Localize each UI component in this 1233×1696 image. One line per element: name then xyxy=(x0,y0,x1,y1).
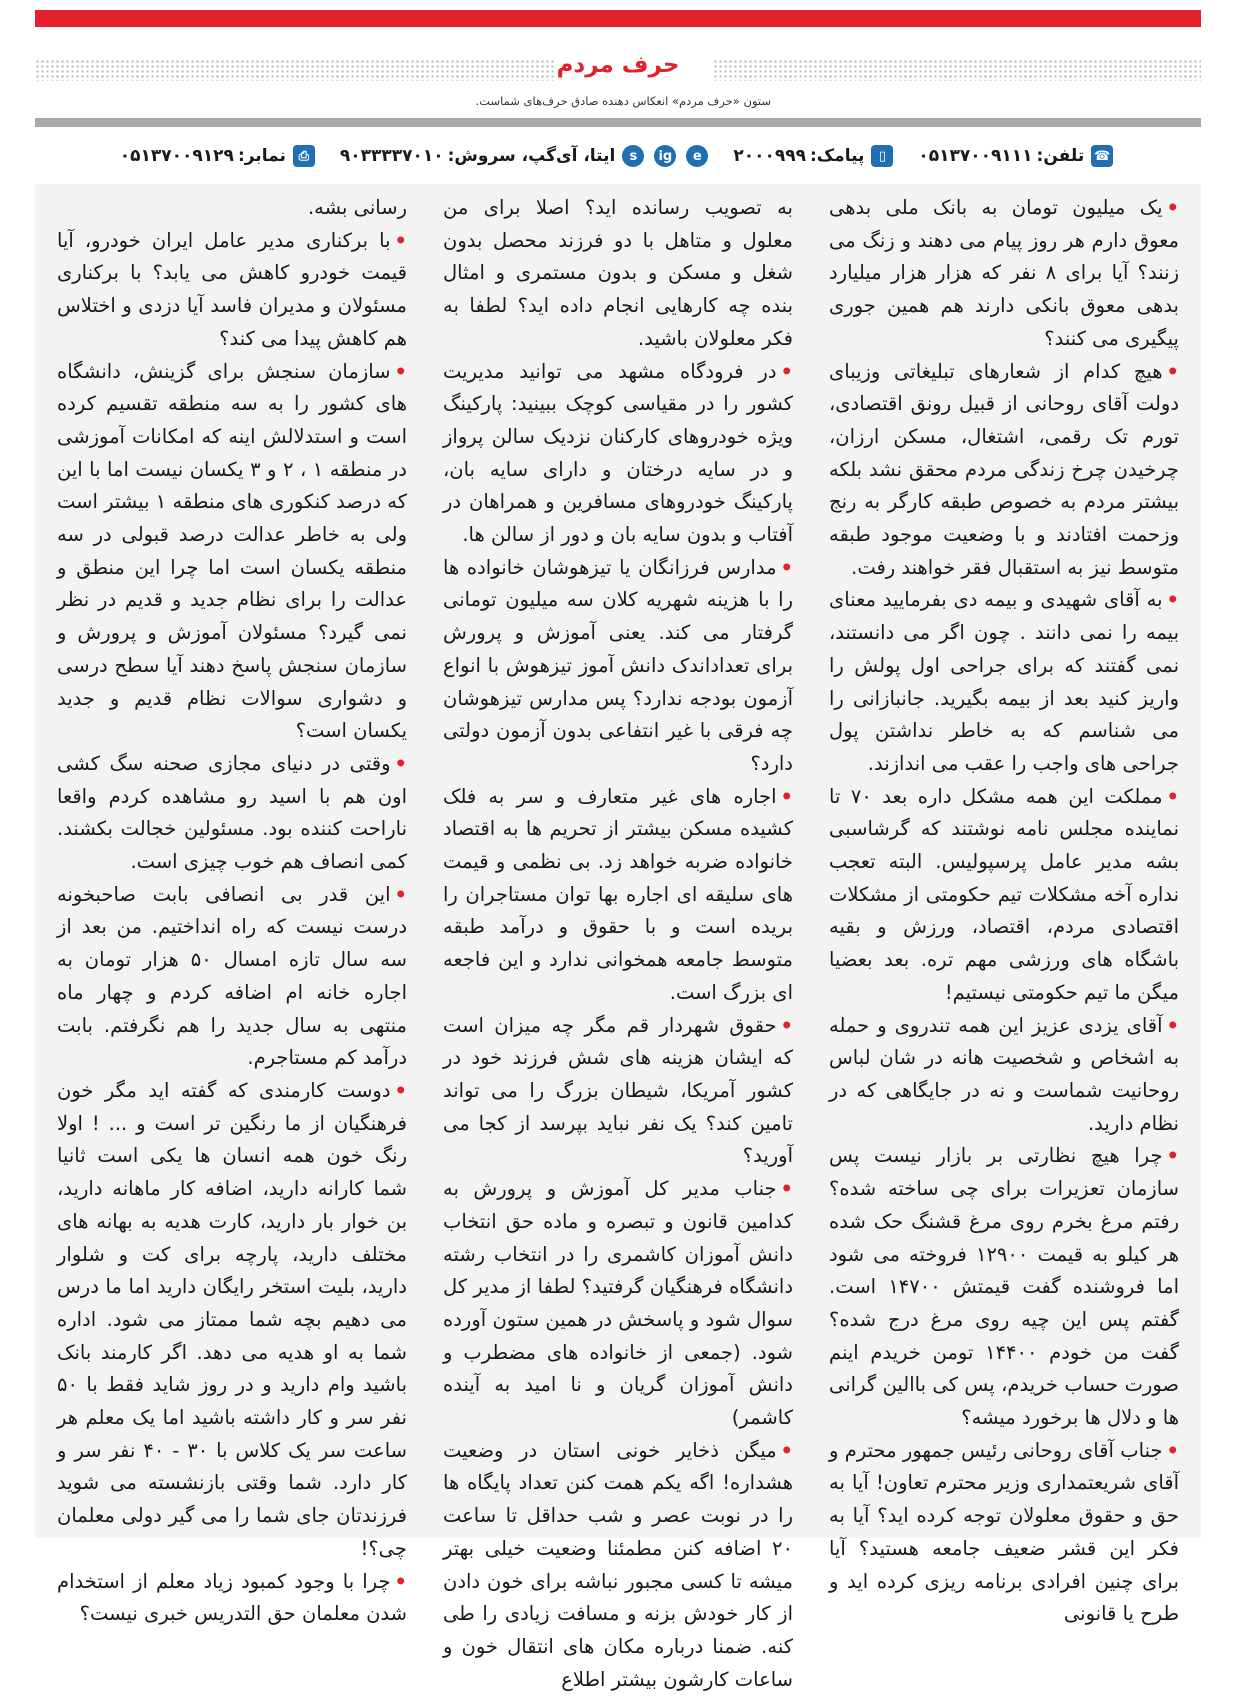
bullet-icon: • xyxy=(1166,588,1179,612)
phone-label: تلفن: xyxy=(1036,146,1085,166)
letter-paragraph xyxy=(829,1010,1179,1141)
letter-paragraph xyxy=(829,781,1179,1010)
fax-icon: ⎙ xyxy=(293,145,315,167)
letter-text: جناب آقای روحانی رئیس جمهور محترم و آقای شریعتمداری وزیر محترم تعاون! آیا به حق و حقوق معلولان توجه کرده اید؟ آیا به فکر این قشر ضعیف جامعه هستید؟ آیا برای چنین افرادی برنامه ریزی کرده اید و طرح یا قانونی xyxy=(829,1438,1179,1626)
letter-paragraph xyxy=(443,192,793,356)
bullet-icon: • xyxy=(1166,359,1179,383)
bullet-icon: • xyxy=(780,1177,793,1201)
letter-paragraph xyxy=(57,1075,407,1566)
sms-number: ۲۰۰۰۹۹۹ xyxy=(733,146,806,166)
letter-paragraph xyxy=(829,192,1179,356)
letter-text: به تصویب رسانده اید؟ اصلا برای من معلول و متاهل با دو فرزند محصل بدون شغل و مسکن و بدون مستمری و امثال بنده چه کارهایی انجام داده اید؟ لطفا به فکر معلولان باشید. xyxy=(443,196,793,350)
letter-paragraph xyxy=(829,584,1179,780)
letter-text: میگن ذخایر خونی استان در وضعیت هشداره! اگه یکم همت کنن تعداد پایگاه ها را در نوبت عصر و شب حداقل تا ساعت ۲۰ اضافه کنن مطمئنا وضعیت خیلی بهتر میشه تا کسی مجبور نباشه برای خون دادن از کار خودش بزنه و مسافت زیادی را طی کنه. ضمنا درباره مکان های انتقال خون و ساعات کارشون بیشتر اطلاع xyxy=(443,1438,793,1691)
bullet-icon: • xyxy=(1166,1013,1179,1037)
letter-text: جناب مدیر کل آموزش و پرورش به کدامین قانون و تبصره و ماده حق انتخاب دانش آموزان کاشمری را در انتخاب رشته دانشگاه فرهنگیان گرفتید؟ لطفا از مدیر کل سوال شود و پاسخش در همین ستون آورده شود. (جمعی از خانواده های مضطرب و دانش آموزان گریان و نا امید به آینده کاشمر) xyxy=(443,1177,793,1430)
top-red-bar xyxy=(35,10,1201,27)
letter-paragraph xyxy=(443,1435,793,1696)
letter-text: این قدر بی انصافی بابت صاحبخونه درست نیست که راه انداختیم. من بعد از سه سال تازه امسال ۵۰ هزار تومان به اجاره خانه ام اضافه کردم و چهار ماه منتهی به سال جدید را هم نگرفتم. بابت درآمد کم مستاجرم. xyxy=(57,882,408,1070)
letter-paragraph xyxy=(57,879,407,1075)
bullet-icon: • xyxy=(394,882,407,906)
bullet-icon: • xyxy=(1166,1144,1179,1168)
bullet-icon: • xyxy=(780,1013,793,1037)
text-column-middle xyxy=(443,192,793,1691)
text-column-left xyxy=(57,192,408,1626)
letter-paragraph xyxy=(57,192,407,225)
letter-text: حقوق شهردار قم مگر چه میزان است که ایشان هزینه های شش فرزند خود در کشور آمریکا، شیطان بزرگ را می تواند تامین کند؟ یک نفر نباید بپرسد از کجا می آورید؟ xyxy=(443,1013,793,1168)
letter-paragraph xyxy=(829,356,1179,585)
bullet-icon: • xyxy=(780,784,793,808)
letter-text: یک میلیون تومان به بانک ملی بدهی معوق دارم هر روز پیام می دهند و زنگ می زنند؟ آیا برای ۸ نفر که هزار هزار میلیارد بدهی معوق بانکی دارند هم همین جوری پیگیری می کنند؟ xyxy=(829,196,1179,350)
mobile-icon: ▯ xyxy=(871,145,893,167)
text-column-right xyxy=(829,192,1179,1626)
letter-text: در فرودگاه مشهد می توانید مدیریت کشور را در مقیاسی کوچک ببینید: پارکینگ ویژه خودروهای کارکنان نزدیک سالن پرواز و در سایه درختان و دارای سایه بان، پارکینگ خودروهای مسافرین و همراهان در آفتاب و بدون سایه بان و دور از سالن ها. xyxy=(443,359,793,547)
letter-text: با برکناری مدیر عامل ایران خودرو، آیا قیمت خودرو کاهش می یابد؟ با برکناری مسئولان و مدیران فاسد آیا دزدی و اختلاس هم کاهش پیدا می کند؟ xyxy=(57,228,407,350)
letter-text: چرا هیچ نظارتی بر بازار نیست پس سازمان تعزیرات برای چی ساخته شده؟ رفتم مرغ بخرم روی مرغ قشنگ حک شده هر کیلو به قیمت ۱۲۹۰۰ فروخته می شود اما فروشنده گفت قیمتش ۱۴۷۰۰ است. گفتم پس این چیه روی مرغ درج شده؟ گفت من خودم ۱۴۴۰۰ تومن خریدم اینم صورت حساب خریدم، پس کی باالین گرانی ها و دلال ها برخورد میشه؟ xyxy=(829,1144,1179,1430)
gray-divider xyxy=(35,118,1201,127)
fax-label: نمابر: xyxy=(237,146,286,166)
bullet-icon: • xyxy=(780,1438,793,1462)
letter-paragraph xyxy=(57,748,407,879)
letter-text: رسانی بشه. xyxy=(307,196,407,219)
letter-paragraph xyxy=(57,225,407,356)
letter-text: مدارس فرزانگان یا تیزهوشان خانواده ها را با هزینه شهریه کلان سه میلیون تومانی گرفتار می کند. یعنی آموزش و پرورش برای تعداداندک دانش آموز تیزهوش با انواع آزمون بودجه ندارد؟ پس مدارس تیزهوشان چه فرقی با غیر انتفاعی بدون آزمون دولتی دارد؟ xyxy=(443,555,793,775)
phone-number: ۰۵۱۳۷۰۰۹۱۱۱ xyxy=(918,146,1033,166)
letter-paragraph xyxy=(57,356,407,748)
bullet-icon: • xyxy=(1166,784,1179,808)
letter-text: هیچ کدام از شعارهای تبلیغاتی وزیبای دولت آقای روحانی از قبیل رونق اقتصادی، تورم تک رقمی، اشتغال، مسکن ارزان، چرخیدن چرخ زندگی مردم محقق نشد بلکه بیشتر مردم به خصوص طبقه کارگر به رنج وزحمت افتادند و با وضعیت موجود طبقه متوسط نیز به استقبال فقر خواهند رفت. xyxy=(829,359,1179,579)
letter-text: اجاره های غیر متعارف و سر به فلک کشیده مسکن بیشتر از تحریم ها به اقتصاد خانواده ضربه خواهد زد. بی نظمی و قیمت های سلیقه ای اجاره بها توان مستاجران را بریده است و با حقوق و درآمد طبقه متوسط جامعه همخوانی ندارد و این فاجعه ای بزرگ است. xyxy=(443,784,793,1004)
letter-text: وقتی در دنیای مجازی صحنه سگ کشی اون هم با اسید رو مشاهده کردم واقعا ناراحت کننده بود. مسئولین خجالت بکشند. کمی انصاف هم خوب چیزی است. xyxy=(57,751,407,874)
igap-icon: ig xyxy=(654,145,676,167)
letter-paragraph xyxy=(829,1435,1179,1631)
letter-paragraph xyxy=(443,356,793,552)
letter-text: مملکت این همه مشکل داره بعد ۷۰ تا نماینده مجلس نامه نوشتند که گرشاسبی بشه مدیر عامل پرسپولیس. البته تعجب نداره آخه مشکلات تیم حکومتی از مشکلات اقتصادی مردم، اقتصاد، ورزش و بقیه باشگاه های ورزشی مهم تره. بعد بعضیا میگن ما تیم حکومتی نیستیم! xyxy=(829,784,1179,1004)
column-title: حرف مردم xyxy=(556,52,680,78)
letter-paragraph xyxy=(443,1010,793,1174)
contact-info-row xyxy=(35,138,1201,174)
bullet-icon: • xyxy=(394,1569,407,1593)
letter-text: سازمان سنجش برای گزینش، دانشگاه های کشور را به سه منطقه تقسیم کرده است و استدلالش اینه که امکانات آموزشی در منطقه ۱ ، ۲ و ۳ یکسان نیست اما با این که درصد کنکوری های منطقه ۱ بیشتر است ولی به خاطر عدالت درصد قبولی در سه منطقه یکسان است اما چرا این منطق و عدالت را برای نظام جدید و قدیم در نظر نمی گیرد؟ مسئولان آموزش و پرورش و سازمان سنجش پاسخ دهند آیا سطح درسی و دشواری سوالات نظام قدیم و جدید یکسان است؟ xyxy=(57,359,408,743)
column-subtitle: ستون «حرف مردم» انعکاس دهنده صادق حرف‌های شماست. xyxy=(475,94,771,108)
soroush-icon: s xyxy=(622,145,644,167)
phone-icon: ☎ xyxy=(1091,145,1113,167)
column-header xyxy=(35,40,1201,118)
bullet-icon: • xyxy=(394,1078,407,1102)
bullet-icon: • xyxy=(780,359,793,383)
bullet-icon: • xyxy=(394,359,407,383)
messengers-label: ایتا، آی‌گپ، سروش: xyxy=(447,146,616,166)
bullet-icon: • xyxy=(1166,196,1179,219)
letter-text: آقای یزدی عزیز این همه تندروی و حمله به اشخاص و شخصیت هانه در شان لباس روحانیت شماست و نه در جایگاهی که در نظام دارید. xyxy=(829,1013,1179,1135)
letter-text: چرا با وجود کمبود زیاد معلم از استخدام شدن معلمان حق التدریس خبری نیست؟ xyxy=(57,1569,407,1626)
fax-number: ۰۵۱۳۷۰۰۹۱۲۹ xyxy=(119,146,234,166)
bullet-icon: • xyxy=(1166,1438,1179,1462)
letter-paragraph xyxy=(443,781,793,1010)
bullet-icon: • xyxy=(780,555,793,579)
letter-text: دوست کارمندی که گفته اید مگر خون فرهنگیان از ما رنگین تر است و ... ! اولا رنگ خون همه انسان ها یکی است ثانیا شما کارانه دارید، اضافه کار ماهانه دارید، بن خوار بار دارید، کارت هدیه به بهانه های مختلف دارید، پارچه برای کت و شلوار دارید، بلیت استخر رایگان دارید اما ما درس می دهیم بچه شما ممتاز می شود. اداره شما به او هدیه می دهد. اگر کارمند بانک باشید وام دارید و در روز شاید فقط با ۵۰ نفر سر و کار داشته باشید اما یک معلم هر ساعت سر یک کلاس با ۳۰ - ۴۰ نفر سر و کار دارد. شما وقتی بازنشسته می شوید فرزندتان جای شما را می گیر دولی معلمان چی؟! xyxy=(57,1078,407,1560)
messengers-number: ۹۰۳۳۳۳۷۰۱۰ xyxy=(339,146,444,166)
bullet-icon: • xyxy=(394,751,407,775)
letter-paragraph xyxy=(57,1566,407,1631)
sms-label: پیامک: xyxy=(809,146,865,166)
letters-content xyxy=(35,184,1201,1691)
letter-paragraph xyxy=(829,1140,1179,1434)
bullet-icon: • xyxy=(394,228,407,252)
eitaa-icon: e xyxy=(686,145,708,167)
letter-paragraph xyxy=(443,552,793,781)
letter-paragraph xyxy=(443,1173,793,1435)
letter-text: به آقای شهیدی و بیمه دی بفرمایید معنای بیمه را نمی دانند . چون اگر می دانستند، نمی گفتند که برای جراحی اول پولش را واریز کنید بعد از بیمه بگیرید. جانبازانی را می شناسم که به خاطر نداشتن پول جراحی های واجب را عقب می اندازند. xyxy=(829,588,1179,775)
